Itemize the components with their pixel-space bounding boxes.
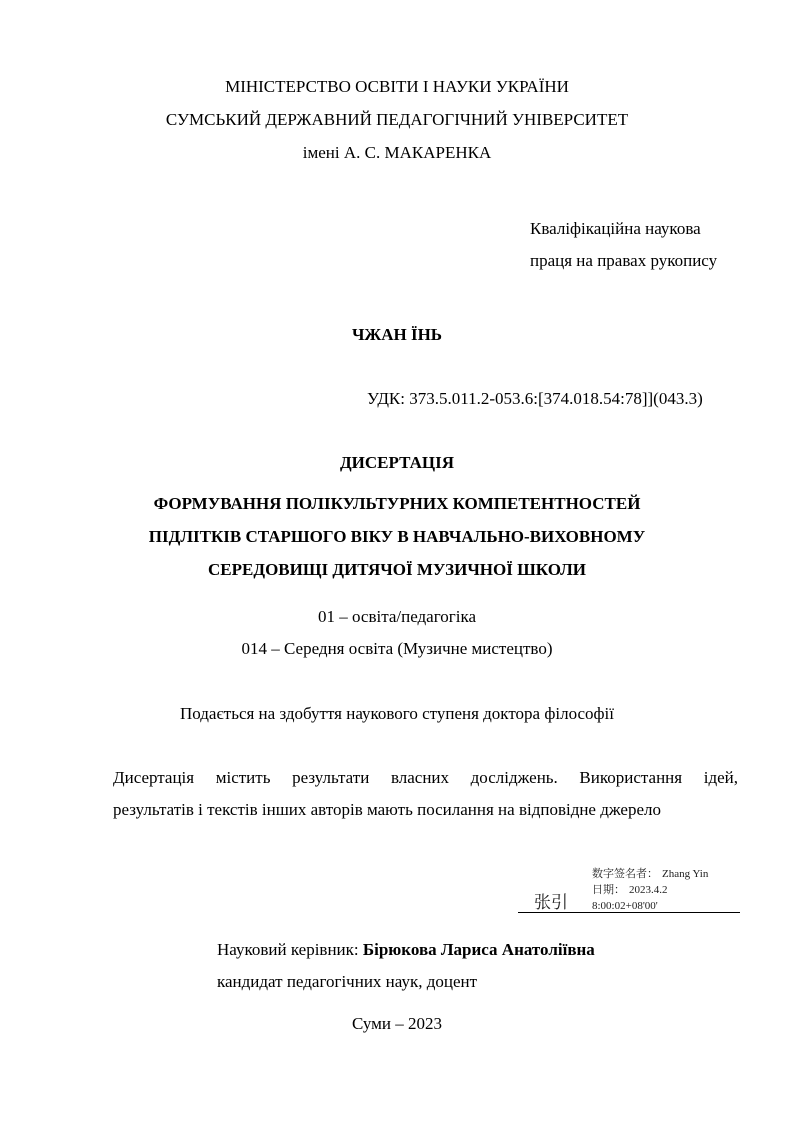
signature-date-label: 日期： <box>592 883 625 896</box>
specialty-field: 01 – освіта/педагогіка <box>317 607 477 626</box>
city-year: Суми – 2023 <box>351 1014 443 1033</box>
signature-time <box>592 900 658 912</box>
udc-code: УДК: 373.5.011.2-053.6:[374.018.54:78]](043.3) <box>367 389 703 408</box>
university-heading: СУМСЬКИЙ ДЕРЖАВНИЙ ПЕДАГОГІЧНИЙ УНІВЕРСИТЕТ <box>165 110 629 129</box>
specialty-program: 014 – Середня освіта (Музичне мистецтво) <box>241 639 553 658</box>
signature-time-value: 8:00:02+08'00' <box>592 900 658 912</box>
handwritten-signature: 张引 <box>534 893 568 913</box>
university-named-after: імені А. С. МАКАРЕНКА <box>302 143 492 162</box>
title-line2: ПІДЛІТКІВ СТАРШОГО ВІКУ В НАВЧАЛЬНО-ВИХОВНОМУ <box>148 527 646 546</box>
title-line1: ФОРМУВАННЯ ПОЛІКУЛЬТУРНИХ КОМПЕТЕНТНОСТЕЙ <box>153 494 641 513</box>
signature-underline <box>518 912 740 913</box>
title-line3: СЕРЕДОВИЩІ ДИТЯЧОЇ МУЗИЧНОЇ ШКОЛИ <box>208 560 586 579</box>
signature-date-value: 2023.4.2 <box>629 884 668 896</box>
author-name: ЧЖАН ЇНЬ <box>351 325 443 344</box>
originality-line2: результатів і текстів інших авторів мають посилання на відповідне джерело <box>113 800 661 819</box>
supervisor-label: Науковий керівник: <box>217 940 363 959</box>
supervisor-line <box>217 941 595 958</box>
signature-signer-label: 数字签名者： <box>592 867 658 880</box>
signature-signer <box>592 868 708 880</box>
supervisor-name: Бірюкова Лариса Анатоліївна <box>362 940 595 959</box>
supervisor-credentials: кандидат педагогічних наук, доцент <box>217 972 478 991</box>
degree-statement: Подається на здобуття наукового ступеня доктора філософії <box>179 704 614 723</box>
originality-line1: Дисертація містить результати власних досліджень. Використання ідей, <box>113 768 738 787</box>
manuscript-note-line1: Кваліфікаційна наукова <box>530 219 701 238</box>
ministry-heading: МІНІСТЕРСТВО ОСВІТИ І НАУКИ УКРАЇНИ <box>225 77 569 96</box>
signature-signer-value: Zhang Yin <box>662 868 709 880</box>
digital-signature <box>518 862 740 918</box>
signature-date <box>592 884 668 896</box>
document-type: ДИСЕРТАЦІЯ <box>339 453 454 472</box>
manuscript-note-line2: праця на правах рукопису <box>530 251 718 270</box>
